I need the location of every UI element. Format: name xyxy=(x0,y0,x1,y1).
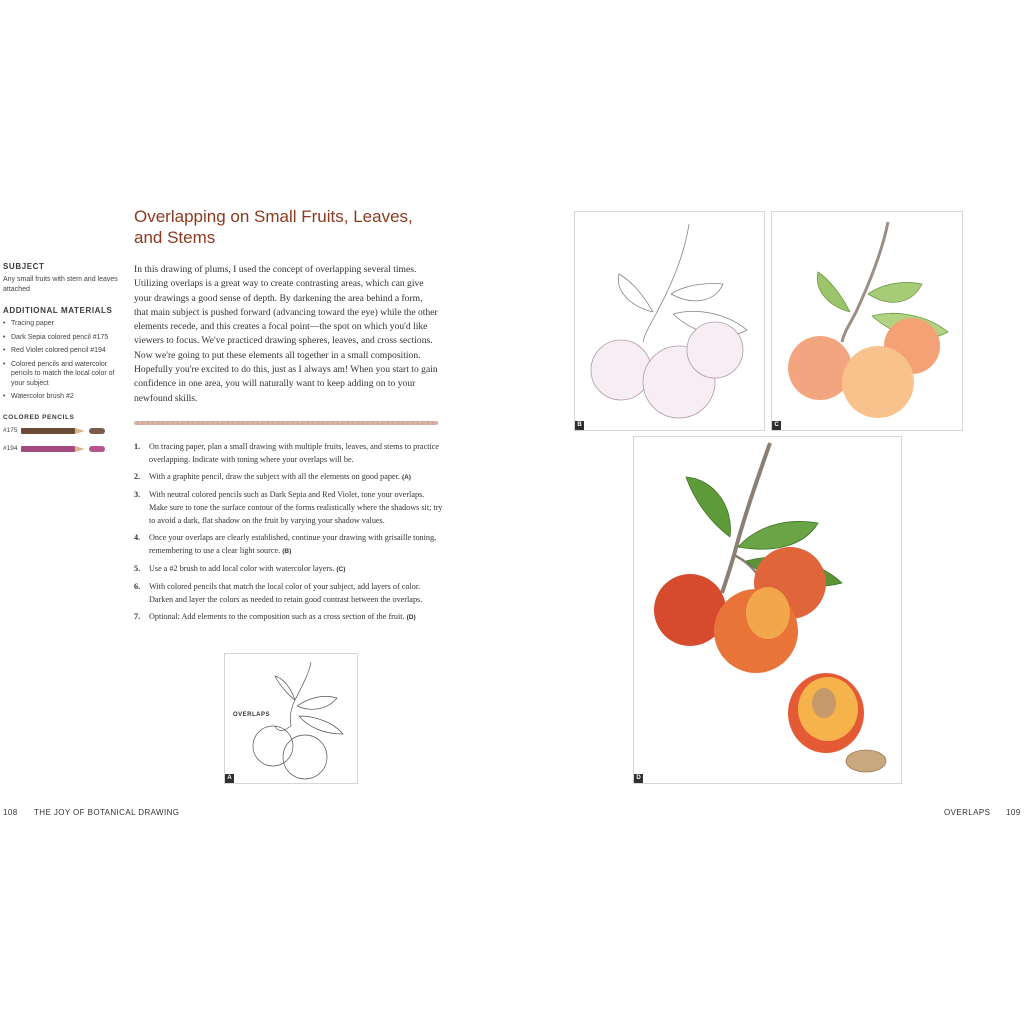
step-item xyxy=(134,610,444,624)
step-number: 1. xyxy=(134,442,141,451)
subject-heading: SUBJECT xyxy=(3,262,45,271)
material-item: • Tracing paper xyxy=(3,319,121,329)
figure-ref: (B) xyxy=(282,548,292,555)
step-number: 2. xyxy=(134,472,141,481)
step-item xyxy=(134,531,444,558)
material-item: • Colored pencils and watercolor pencils to match the local color of your subject xyxy=(3,360,121,389)
step-number: 5. xyxy=(134,564,141,573)
step-text: On tracing paper, plan a small drawing with multiple fruits, leaves, and stems to practice overlapping. Indicate with toning where your overlaps will be. xyxy=(149,442,440,464)
color-swatch xyxy=(89,428,105,434)
step-text: With neutral colored pencils such as Dark Sepia and Red Violet, tone your overlaps. Make sure to tone the surface contour of the forms realistically where the shadows sit; try to avoid a dark, flat shadow on the fruit by varying your shadow values. xyxy=(149,490,443,525)
material-item: • Dark Sepia colored pencil #175 xyxy=(3,333,121,343)
figure-c xyxy=(771,211,963,431)
step-number: 4. xyxy=(134,533,141,542)
figure-label: A xyxy=(225,774,234,783)
overlaps-caption: OVERLAPS xyxy=(233,712,271,718)
figure-b xyxy=(574,211,765,431)
figure-d xyxy=(633,436,902,784)
step-item xyxy=(134,580,444,606)
step-text: Once your overlaps are clearly established, continue your drawing with grisaille toning, remembering to use a clear light source. xyxy=(149,533,437,555)
figure-a-sketch xyxy=(225,654,357,783)
material-item: • Watercolor brush #2 xyxy=(3,392,121,402)
step-number: 3. xyxy=(134,490,141,499)
figure-label: D xyxy=(634,774,643,783)
subject-text: Any small fruits with stem and leaves attached xyxy=(3,276,118,293)
step-text: Optional: Add elements to the composition such as a cross section of the fruit. xyxy=(149,612,407,621)
figure-ref: (A) xyxy=(401,474,411,481)
step-item xyxy=(134,488,444,527)
step-item xyxy=(134,440,444,466)
step-item xyxy=(134,562,444,576)
running-head-section: OVERLAPS xyxy=(944,808,991,817)
step-text: With colored pencils that match the local color of your subject, add layers of color. Darken and layer the colors as needed to retain good contrast between the overlaps. xyxy=(149,582,423,604)
figure-a xyxy=(224,653,358,784)
pencil-number: #175 xyxy=(3,427,18,434)
pencil-number: #194 xyxy=(3,445,18,452)
figure-c-painting xyxy=(772,212,962,430)
figure-label: C xyxy=(772,421,781,430)
left-page-number: 108 xyxy=(3,808,18,817)
material-item: • Red Violet colored pencil #194 xyxy=(3,346,121,356)
step-text: Use a #2 brush to add local color with watercolor layers. xyxy=(149,564,337,573)
color-swatch xyxy=(89,446,105,452)
step-number: 7. xyxy=(134,612,141,621)
materials-list xyxy=(3,319,121,402)
page-title: Overlapping on Small Fruits, Leaves, and Stems xyxy=(134,207,413,247)
right-page-number: 109 xyxy=(1006,808,1021,817)
running-head-book-title: THE JOY OF BOTANICAL DRAWING xyxy=(34,808,180,817)
step-text: With a graphite pencil, draw the subject with all the elements on good paper. xyxy=(149,472,402,481)
figure-ref: (C) xyxy=(336,566,346,573)
figure-d-painting xyxy=(634,437,901,783)
pencil-stroke-divider xyxy=(134,421,438,425)
pencil-row-175 xyxy=(3,425,121,437)
steps-list xyxy=(134,440,444,628)
intro-paragraph: In this drawing of plums, I used the concept of overlapping several times. Utilizing overlaps is a great way to create contrasting areas, which can give your drawings a good sense of depth. By darkening the area behind a form, that main subject is pushed forward (advancing toward the eye) while the other elements recede, and this creates a focal point—the spot on which you'd like viewers to focus. We've practiced drawing spheres, leaves, and cross sections. Now we're going to put these elements all together in a small composition. Hopefully you're excited to do this, just as I always am! When you start to gain confidence in one area, you will naturally want to keep adding on to your newfound skills. xyxy=(134,264,438,404)
step-number: 6. xyxy=(134,582,141,591)
figure-b-drawing xyxy=(575,212,764,430)
materials-heading: ADDITIONAL MATERIALS xyxy=(3,306,113,315)
pencil-row-194 xyxy=(3,443,121,455)
pencils-heading: COLORED PENCILS xyxy=(3,413,75,421)
step-item xyxy=(134,470,444,484)
pencil-icon xyxy=(21,428,75,434)
figure-label: B xyxy=(575,421,584,430)
figure-ref: (D) xyxy=(406,614,416,621)
pencil-icon xyxy=(21,446,75,452)
sidebar xyxy=(3,262,121,461)
